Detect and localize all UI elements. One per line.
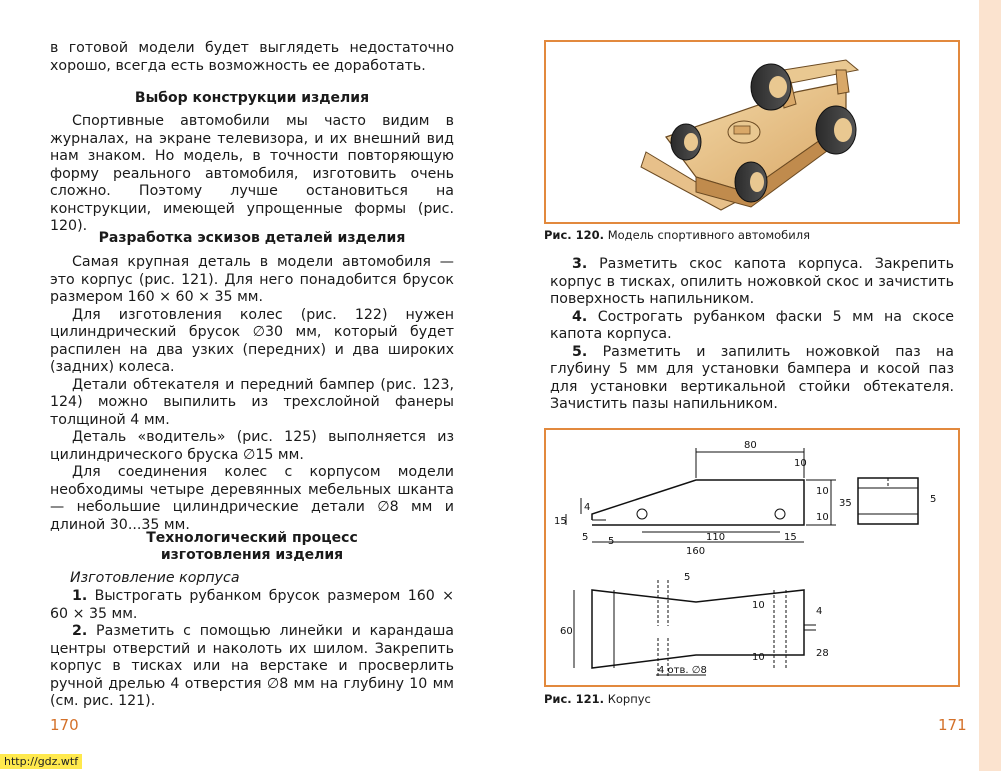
- dim-10-top: 10: [794, 458, 807, 469]
- dim-4-top-view: 4: [816, 606, 823, 617]
- dim-15-right: 15: [784, 532, 797, 543]
- figure-121-caption: Рис. 121. Корпус: [544, 692, 651, 706]
- dim-60: 60: [560, 626, 573, 637]
- dim-5-end: 5: [930, 494, 937, 505]
- step-5: 5. Разметить и запилить ножовкой паз на глубину 5 мм для установки бампера и косой паз для установки вертикальной стойки обтекателя. Зачистить пазы напильником.: [550, 343, 954, 412]
- dim-10-top-view-a: 10: [752, 600, 765, 611]
- race-car-illustration: [546, 42, 958, 222]
- step-2: 2. Разметить с помощью линейки и карандаша центры отверстий и наколоть их шилом. Закрепить корпус в тисках или на верстаке и просверлить ручной дрелью 4 отверстия ∅8 мм на глубину 10 мм (см. рис. 121).: [50, 623, 454, 709]
- heading-process: Технологический процесс изготовления изделия: [146, 530, 358, 563]
- heading-choice-of-design: Выбор конструкции изделия: [134, 90, 370, 106]
- dim-80: 80: [744, 440, 757, 451]
- body-technical-drawing: [546, 430, 958, 685]
- step-4: 4. Сострогать рубанком фаски 5 мм на скосе капота корпуса.: [550, 308, 954, 342]
- page-number-left: 170: [50, 716, 79, 734]
- dim-160: 160: [686, 546, 706, 557]
- dim-10-top-view-b: 10: [752, 652, 765, 663]
- left-page: [0, 0, 470, 771]
- dim-15-side: 15: [554, 516, 567, 527]
- watermark-link[interactable]: http://gdz.wtf: [0, 754, 82, 769]
- figure-121-frame: [544, 428, 960, 687]
- steps-right: [550, 256, 954, 414]
- dim-5-top: 5: [684, 572, 691, 583]
- end-view: [858, 478, 918, 524]
- step-1: 1. Выстрогать рубанком брусок размером 160 × 60 × 35 мм.: [50, 588, 454, 622]
- subheading-body: Изготовление корпуса: [70, 570, 240, 586]
- dim-5-side-a: 5: [582, 532, 589, 543]
- heading-sketches: Разработка эскизов деталей изделия: [98, 230, 406, 246]
- dim-10-mid: 10: [816, 486, 829, 497]
- dim-holes: 4 отв. ∅8: [658, 665, 707, 676]
- paragraph-choice: Спортивные автомобили мы часто видим в журналах, на экране телевизора, и их внешний вид нам знаком. Но модель, в точности повторяющую форму реального автомобиля, изготовить очень сложно. Поэтому лучше остановиться на конструкции, имеющей упрощенные формы (рис. 120).: [50, 113, 454, 234]
- dim-10-low: 10: [816, 512, 829, 523]
- dim-28: 28: [816, 648, 829, 659]
- page-edge-tint: [979, 0, 1001, 771]
- intro-paragraph: в готовой модели будет выглядеть недостаточно хорошо, всегда есть возможность ее доработать.: [50, 40, 454, 74]
- steps-left: [50, 588, 454, 711]
- figure-120-frame: [544, 40, 960, 224]
- right-page: [520, 0, 1001, 771]
- dim-35: 35: [839, 498, 852, 509]
- dim-5-side-b: 5: [608, 536, 615, 547]
- top-view: [574, 580, 816, 678]
- page-number-right: 171: [938, 716, 967, 734]
- paragraph-sketches: Самая крупная деталь в модели автомобиля — это корпус (рис. 121). Для него понадобится брусок размером 160 × 60 × 35 мм. Для изготовления колес (рис. 122) нужен цилиндрический брусок ∅30 мм, который будет распилен на два узких (передних) и два широких (задних) колеса. Детали обтекателя и передний бампер (рис. 123, 124) можно выпилить из трехслойной фанеры толщиной 4 мм. Деталь «водитель» (рис. 125) выполняется из цилиндрического бруска ∅15 мм. Для соединения колес с корпусом модели необходимы четыре деревянных мебельных шканта — небольшие цилиндрические детали ∅8 мм и длиной 30...35 мм.: [50, 254, 454, 533]
- figure-120-caption: Рис. 120. Модель спортивного автомобиля: [544, 228, 811, 242]
- dim-110: 110: [706, 532, 726, 543]
- step-3: 3. Разметить скос капота корпуса. Закрепить корпус в тисках, опилить ножовкой скос и зачистить поверхность напильником.: [550, 256, 954, 307]
- dim-4-side: 4: [584, 502, 591, 513]
